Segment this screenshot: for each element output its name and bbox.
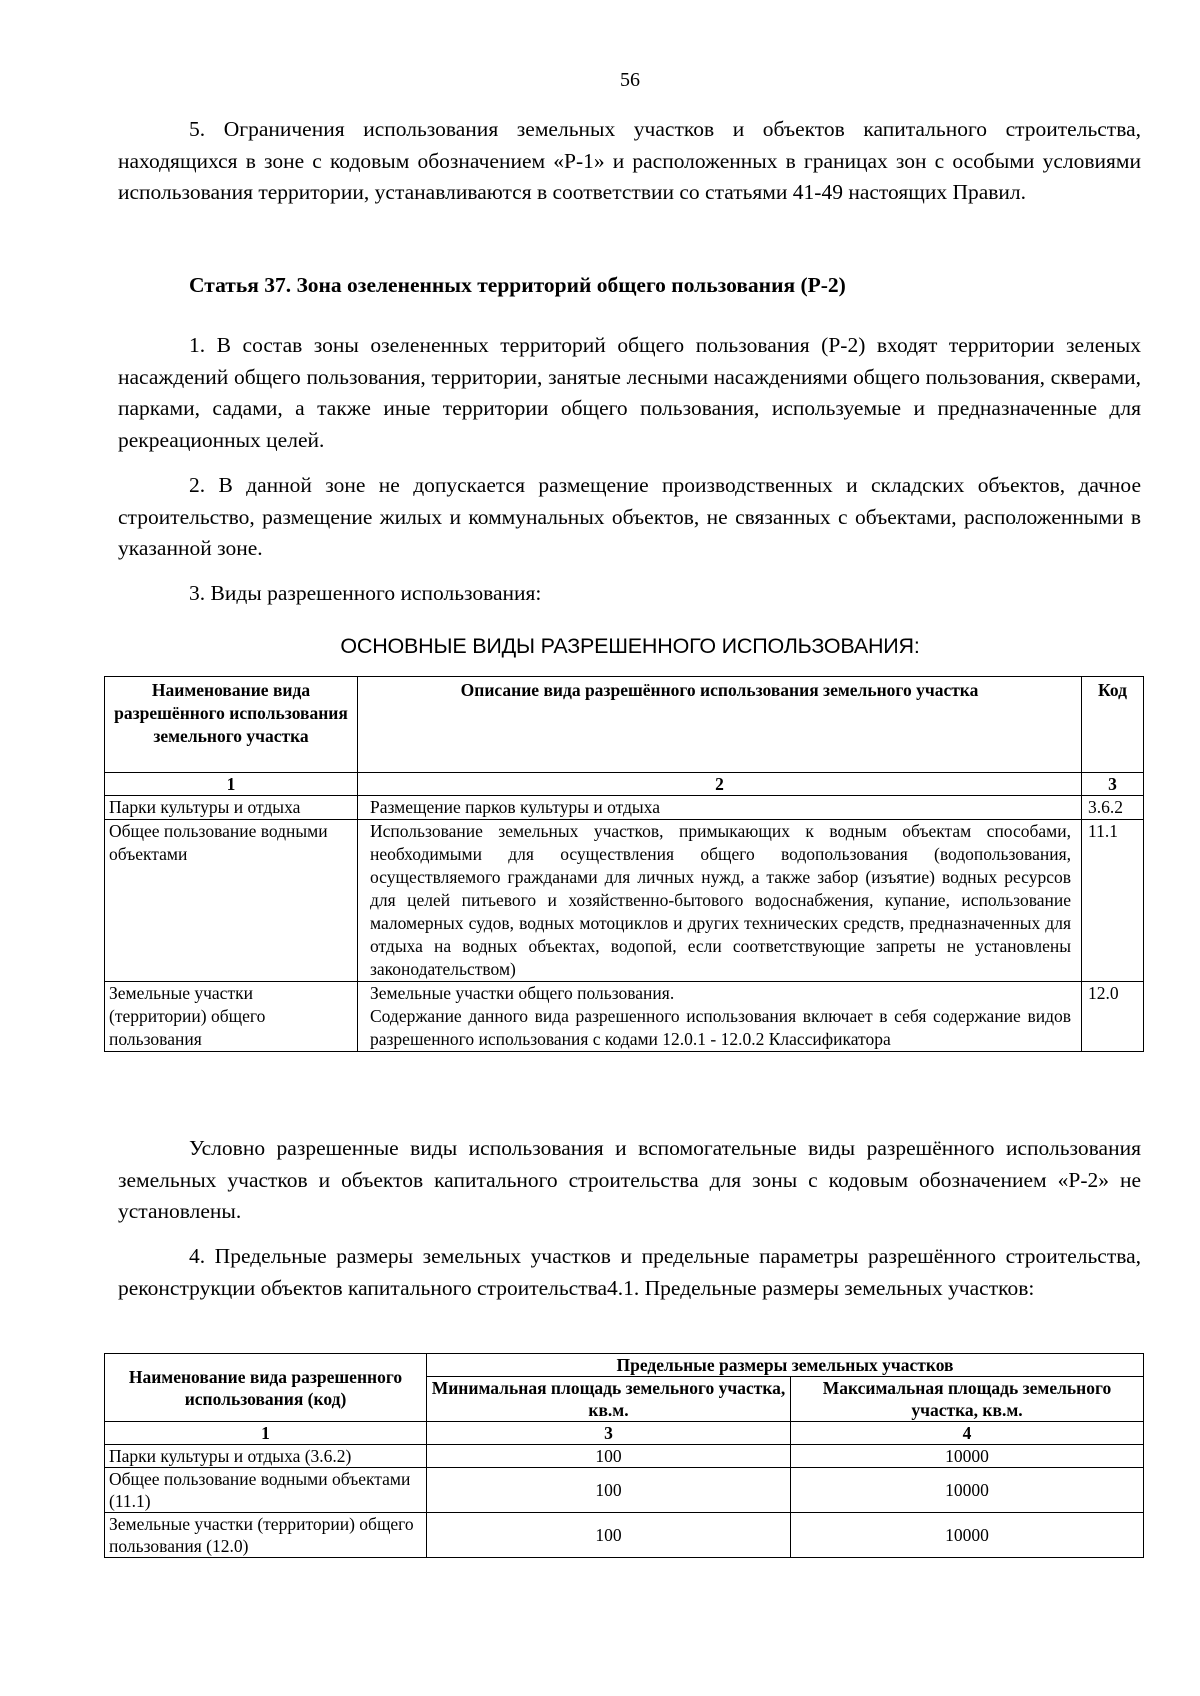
column-header-max: Максимальная площадь земельного участка, кв.м. <box>791 1377 1144 1422</box>
permitted-uses-table <box>104 676 1144 1052</box>
use-code: 3.6.2 <box>1082 796 1144 820</box>
use-name: Парки культуры и отдыха <box>105 796 358 820</box>
max-area: 10000 <box>791 1513 1144 1558</box>
use-name: Земельные участки (территории) общего пользования (12.0) <box>105 1513 427 1558</box>
paragraph-conditional: Условно разрешенные виды использования и вспомогательные виды разрешённого использования земельных участков и объектов капитального строительства для зоны с кодовым обозначением «Р-2» не установлены. <box>118 1136 1141 1224</box>
max-area: 10000 <box>791 1445 1144 1468</box>
table-number-row <box>105 773 1144 796</box>
column-number: 1 <box>105 773 358 796</box>
table-row <box>105 1445 1144 1468</box>
use-description <box>358 982 1082 1052</box>
column-number: 3 <box>1082 773 1144 796</box>
use-description <box>358 820 1082 982</box>
use-description-text: Размещение парков культуры и отдыха <box>370 797 660 817</box>
table-row <box>105 820 1144 982</box>
column-number: 1 <box>105 1422 427 1445</box>
use-description-text: Использование земельных участков, примыкающих к водным объектам способами, необходимыми для осуществления общего водопользования (водопользования, осуществляемого гражданами для личных нужд, а также забор (изъятие) водных ресурсов для целей питьевого и хозяйственно-бытового водоснабжения, купание, использование маломерных судов, водных мотоциклов и других технических средств, предназначенных для отдыха на водных объектах, водопой, если соответствующие запреты не установлены законодательством) <box>370 821 1071 979</box>
column-header-min: Минимальная площадь земельного участка, кв.м. <box>427 1377 791 1422</box>
use-name: Земельные участки (территории) общего пользования <box>105 982 358 1052</box>
column-number: 2 <box>358 773 1082 796</box>
use-name: Общее пользование водными объектами <box>105 820 358 982</box>
table-row <box>105 1513 1144 1558</box>
min-area: 100 <box>427 1513 791 1558</box>
column-header-code: Код <box>1082 677 1144 773</box>
use-code: 12.0 <box>1082 982 1144 1052</box>
paragraph-4: 4. Предельные размеры земельных участков и предельные параметры разрешённого строительства, реконструкции объектов капитального строительства4.1. Предельные размеры земельных участков: <box>118 1244 1141 1300</box>
min-area: 100 <box>427 1468 791 1513</box>
table-row <box>105 796 1144 820</box>
page-number: 56 <box>620 69 640 91</box>
paragraph-5: 5. Ограничения использования земельных участков и объектов капитального строительства, находящихся в зоне с кодовым обозначением «Р-1» и расположенных в границах зон с особыми условиями использования территории, устанавливаются в соответствии со статьями 41-49 настоящих Правил. <box>118 117 1141 205</box>
use-description-text: Земельные участки общего пользования. <box>370 983 675 1003</box>
use-name: Общее пользование водными объектами (11.1) <box>105 1468 427 1513</box>
paragraph-3: 3. Виды разрешенного использования: <box>189 581 542 605</box>
table-number-row <box>105 1422 1144 1445</box>
max-area: 10000 <box>791 1468 1144 1513</box>
column-header-name: Наименование вида разрешенного использования (код) <box>105 1354 427 1422</box>
column-number: 3 <box>427 1422 791 1445</box>
min-area: 100 <box>427 1445 791 1468</box>
paragraph-1: 1. В состав зоны озелененных территорий общего пользования (Р-2) входят территории зеленых насаждений общего пользования, территории, занятые лесными насаждениями общего пользования, скверами, парками, садами, а также иные территории общего пользования, используемые и предназначенные для рекреационных целей. <box>118 333 1141 452</box>
table-row <box>105 982 1144 1052</box>
table-row <box>105 1468 1144 1513</box>
use-name: Парки культуры и отдыха (3.6.2) <box>105 1445 427 1468</box>
use-code: 11.1 <box>1082 820 1144 982</box>
column-header-description: Описание вида разрешённого использования земельного участка <box>358 677 1082 773</box>
column-number: 4 <box>791 1422 1144 1445</box>
plot-size-limits-table <box>104 1353 1144 1558</box>
article-heading: Статья 37. Зона озелененных территорий общего пользования (Р-2) <box>189 273 846 297</box>
column-header-group: Предельные размеры земельных участков <box>427 1354 1144 1377</box>
table-header-row <box>105 1354 1144 1377</box>
use-description-text: Содержание данного вида разрешенного использования включает в себя содержание видов разрешенного использования с кодами 12.0.1 - 12.0.2 Классификатора <box>370 1006 1071 1049</box>
table1-caption: ОСНОВНЫЕ ВИДЫ РАЗРЕШЕННОГО ИСПОЛЬЗОВАНИЯ: <box>340 634 920 658</box>
column-header-name: Наименование вида разрешённого использования земельного участка <box>105 677 358 773</box>
table-header-row <box>105 677 1144 773</box>
use-description <box>358 796 1082 820</box>
paragraph-2: 2. В данной зоне не допускается размещение производственных и складских объектов, дачное строительство, размещение жилых и коммунальных объектов, не связанных с объектами, расположенными в указанной зоне. <box>118 473 1141 561</box>
